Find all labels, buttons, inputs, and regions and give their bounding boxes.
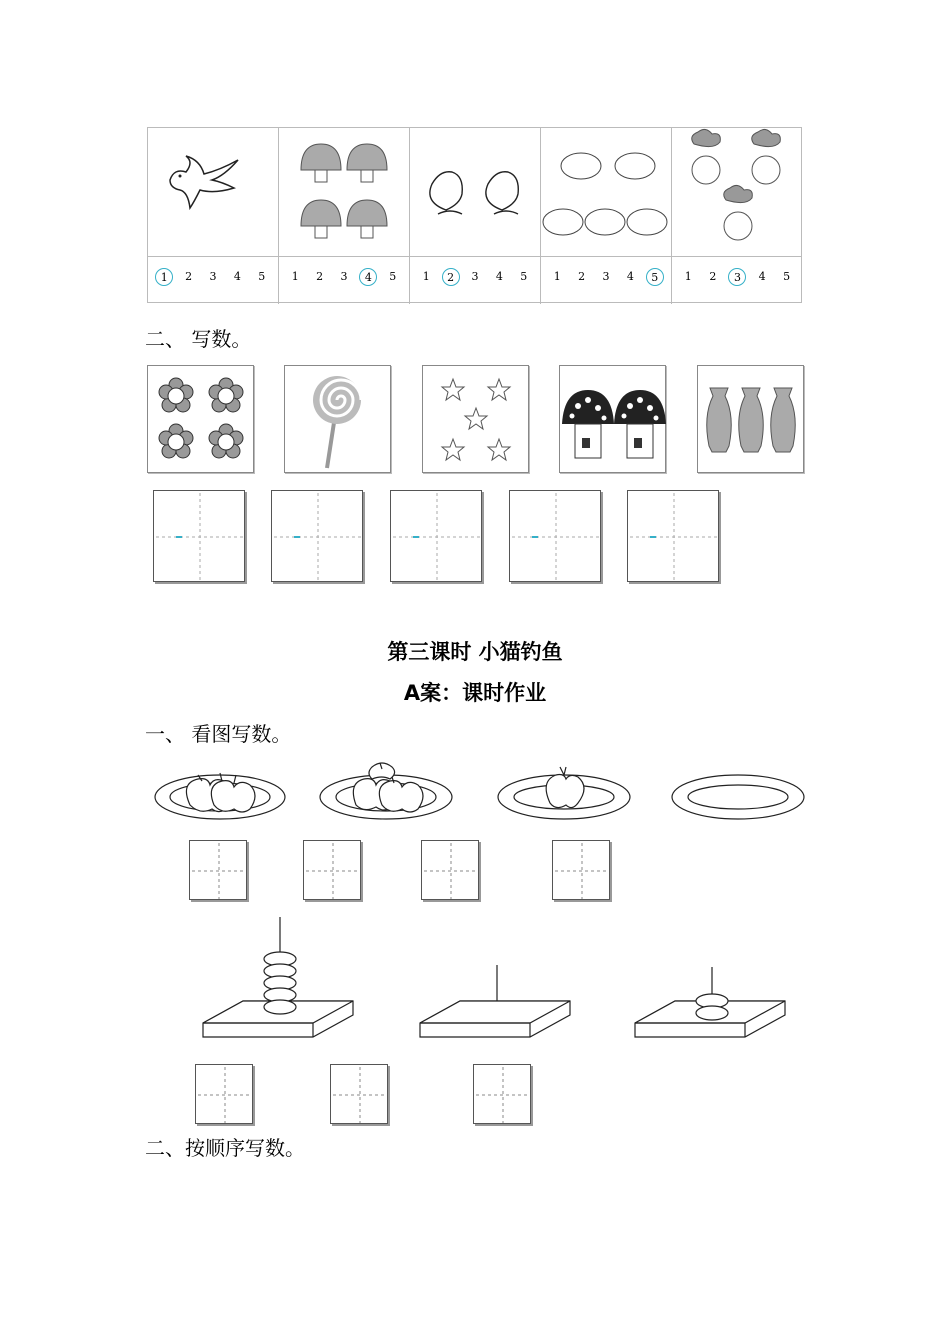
writing-guide bbox=[553, 841, 611, 901]
apple-plate-icon bbox=[498, 767, 630, 819]
writing-guide bbox=[391, 491, 483, 583]
mushroom-house-icon bbox=[560, 366, 667, 474]
abacus-icon bbox=[420, 965, 570, 1037]
number-option[interactable]: 3 bbox=[602, 270, 610, 283]
section-heading-write-numbers: 二、 写数。 bbox=[145, 327, 252, 351]
number-options bbox=[541, 268, 671, 286]
watermelon-icon bbox=[541, 128, 671, 254]
number-option[interactable]: 4 bbox=[359, 268, 377, 286]
number-option[interactable]: 2 bbox=[442, 268, 460, 286]
writing-box[interactable] bbox=[552, 840, 610, 900]
lesson-subtitle: A案：课时作业 bbox=[403, 681, 547, 705]
lollipop-picture bbox=[284, 365, 391, 473]
number-option[interactable]: 3 bbox=[471, 270, 479, 283]
table-cell bbox=[410, 128, 541, 304]
number-option[interactable]: 1 bbox=[155, 268, 173, 286]
table-cell bbox=[672, 128, 803, 304]
abacus-icon bbox=[203, 917, 353, 1037]
mushroom-icon bbox=[279, 128, 409, 254]
mushroom-house-picture bbox=[559, 365, 666, 473]
number-option[interactable]: 2 bbox=[578, 270, 586, 283]
star-icon bbox=[423, 366, 530, 474]
lollipop-icon bbox=[285, 366, 392, 474]
writing-box[interactable] bbox=[303, 840, 361, 900]
number-option[interactable]: 5 bbox=[783, 270, 791, 283]
number-option[interactable]: 3 bbox=[340, 270, 348, 283]
abacus-group bbox=[195, 915, 795, 1045]
empty-plate-icon bbox=[672, 775, 804, 819]
vase-icon bbox=[698, 366, 805, 474]
writing-guide bbox=[422, 841, 480, 901]
flower-picture bbox=[147, 365, 254, 473]
writing-guide bbox=[272, 491, 364, 583]
table-cell bbox=[541, 128, 672, 304]
writing-box[interactable] bbox=[473, 1064, 531, 1124]
number-option[interactable]: 5 bbox=[258, 270, 266, 283]
writing-guide bbox=[331, 1065, 389, 1125]
number-option[interactable]: 2 bbox=[316, 270, 324, 283]
table-cell bbox=[279, 128, 410, 304]
writing-box[interactable] bbox=[271, 490, 363, 582]
writing-box[interactable] bbox=[509, 490, 601, 582]
number-option[interactable]: 1 bbox=[684, 270, 692, 283]
number-option[interactable]: 1 bbox=[291, 270, 299, 283]
writing-box[interactable] bbox=[195, 1064, 253, 1124]
lesson-title: 第三课时 小猫钓鱼 bbox=[387, 640, 563, 664]
number-options bbox=[672, 268, 803, 286]
writing-guide bbox=[190, 841, 248, 901]
radish-icon bbox=[672, 128, 802, 254]
number-options bbox=[148, 268, 278, 286]
number-option[interactable]: 4 bbox=[758, 270, 766, 283]
number-option[interactable]: 3 bbox=[209, 270, 217, 283]
writing-guide bbox=[154, 491, 246, 583]
number-option[interactable]: 3 bbox=[728, 268, 746, 286]
counting-table bbox=[147, 127, 802, 303]
number-option[interactable]: 4 bbox=[495, 270, 503, 283]
dove-icon bbox=[148, 128, 278, 254]
peach-icon bbox=[410, 128, 540, 254]
table-cell bbox=[148, 128, 279, 304]
number-option[interactable]: 5 bbox=[520, 270, 528, 283]
number-option[interactable]: 2 bbox=[185, 270, 193, 283]
section-heading-write-in-order: 二、按顺序写数。 bbox=[145, 1136, 305, 1160]
number-option[interactable]: 4 bbox=[233, 270, 241, 283]
number-option[interactable]: 1 bbox=[422, 270, 430, 283]
apple-plate-icon bbox=[320, 763, 452, 819]
number-option[interactable]: 5 bbox=[389, 270, 397, 283]
number-options bbox=[410, 268, 540, 286]
writing-guide bbox=[304, 841, 362, 901]
number-option[interactable]: 5 bbox=[646, 268, 664, 286]
number-option[interactable]: 1 bbox=[553, 270, 561, 283]
writing-guide bbox=[628, 491, 720, 583]
abacus-icon bbox=[635, 967, 785, 1037]
writing-box[interactable] bbox=[189, 840, 247, 900]
writing-box[interactable] bbox=[421, 840, 479, 900]
number-option[interactable]: 4 bbox=[626, 270, 634, 283]
writing-box[interactable] bbox=[627, 490, 719, 582]
apple-plate-icon bbox=[155, 773, 285, 819]
writing-guide bbox=[474, 1065, 532, 1125]
writing-box[interactable] bbox=[330, 1064, 388, 1124]
writing-guide bbox=[510, 491, 602, 583]
apple-plates bbox=[150, 755, 810, 830]
writing-box[interactable] bbox=[390, 490, 482, 582]
writing-box[interactable] bbox=[153, 490, 245, 582]
section-heading-look-write: 一、 看图写数。 bbox=[145, 722, 292, 746]
number-options bbox=[279, 268, 409, 286]
flower-icon bbox=[148, 366, 255, 474]
stars-picture bbox=[422, 365, 529, 473]
vase-picture bbox=[697, 365, 804, 473]
writing-guide bbox=[196, 1065, 254, 1125]
number-option[interactable]: 2 bbox=[709, 270, 717, 283]
